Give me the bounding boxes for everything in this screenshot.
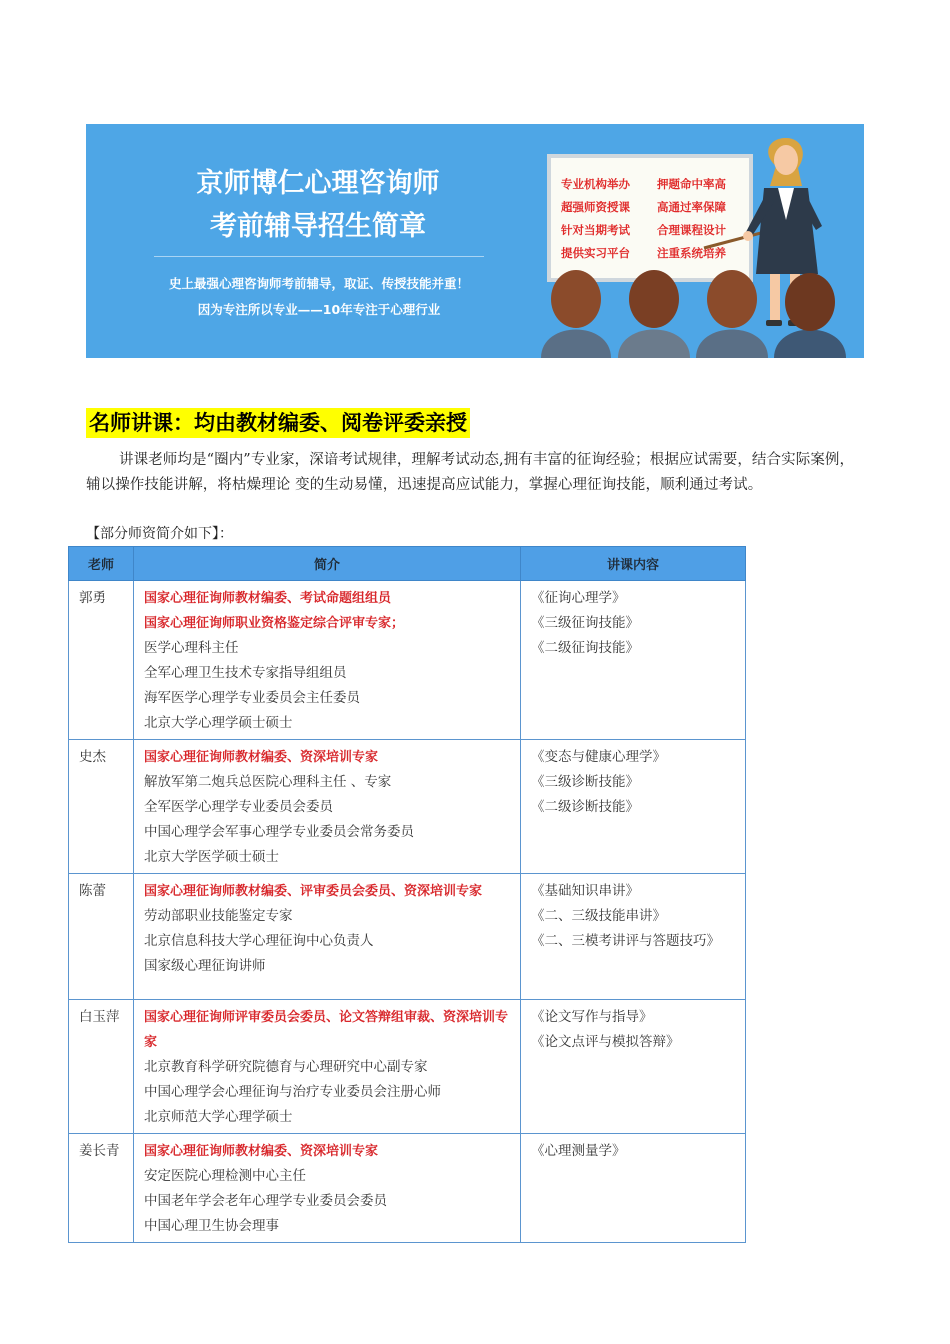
audience-4 xyxy=(774,273,846,358)
teacher-presentation-illustration xyxy=(86,124,864,358)
banner-title-line1: 京师博仁心理咨询师 xyxy=(196,168,440,199)
teacher-profile xyxy=(134,874,521,1000)
course-item: 《论文写作与指导》 xyxy=(531,1009,653,1025)
banner xyxy=(86,124,864,358)
profile-detail: 北京师范大学心理学硕士 xyxy=(144,1109,293,1125)
profile-highlight: 国家心理征询师教材编委、考试命题组组员 xyxy=(144,591,392,606)
profile-detail: 国家级心理征询讲师 xyxy=(144,958,266,974)
table-row xyxy=(69,740,746,874)
faculty-table-body xyxy=(69,581,746,1243)
course-item: 《二级诊断技能》 xyxy=(531,799,639,815)
whiteboard-item: 超强师资授课 xyxy=(561,200,630,214)
banner-subtitle-2: 因为专注所以专业——10年专注于心理行业 xyxy=(197,302,441,317)
teacher-name: 陈蕾 xyxy=(69,874,134,1000)
course-item: 《二级征询技能》 xyxy=(531,640,639,656)
profile-highlight: 国家心理征询师教材编委、资深培训专家 xyxy=(144,1144,379,1159)
teacher-courses xyxy=(521,740,746,874)
table-row xyxy=(69,581,746,740)
teacher-name: 郭勇 xyxy=(69,581,134,740)
profile-detail: 中国心理卫生协会理事 xyxy=(144,1218,279,1234)
profile-detail: 北京大学心理学硕士硕士 xyxy=(144,715,293,731)
whiteboard-item: 提供实习平台 xyxy=(561,246,630,260)
course-item: 《变态与健康心理学》 xyxy=(531,749,666,765)
table-row xyxy=(69,1134,746,1243)
profile-detail: 全军医学心理学专业委员会委员 xyxy=(144,799,333,815)
whiteboard-item: 注重系统培养 xyxy=(657,246,726,260)
profile-detail: 医学心理科主任 xyxy=(144,640,239,656)
profile-detail: 中国老年学会老年心理学专业委员会委员 xyxy=(144,1193,387,1209)
course-item: 《三级征询技能》 xyxy=(531,615,639,631)
course-item: 《征询心理学》 xyxy=(531,590,626,606)
teacher-name: 姜长青 xyxy=(69,1134,134,1243)
faculty-list-caption: 【部分师资简介如下】： xyxy=(86,526,233,542)
teacher-courses xyxy=(521,581,746,740)
profile-detail: 全军心理卫生技术专家指导组组员 xyxy=(144,665,347,681)
teacher-profile xyxy=(134,1134,521,1243)
profile-highlight: 国家心理征询师职业资格鉴定综合评审专家； xyxy=(144,616,405,631)
teacher-courses xyxy=(521,1000,746,1134)
whiteboard-item: 高通过率保障 xyxy=(657,200,726,214)
header-courses: 讲课内容 xyxy=(521,547,746,581)
profile-detail: 劳动部职业技能鉴定专家 xyxy=(144,908,293,924)
audience-1 xyxy=(541,270,611,358)
whiteboard-item: 押题命中率高 xyxy=(657,177,726,191)
table-header-row xyxy=(69,547,746,581)
course-item: 《基础知识串讲》 xyxy=(531,883,639,899)
teacher-profile xyxy=(134,581,521,740)
profile-detail: 解放军第二炮兵总医院心理科主任 、专家 xyxy=(144,774,392,790)
profile-detail: 海军医学心理学专业委员会主任委员 xyxy=(144,690,360,706)
faculty-table xyxy=(68,546,746,1243)
audience-2 xyxy=(618,270,690,358)
course-item: 《二、三模考讲评与答题技巧》 xyxy=(531,933,720,949)
course-item: 《三级诊断技能》 xyxy=(531,774,639,790)
profile-highlight: 国家心理征询师评审委员会委员、论文答辩组审裁、资深培训专家 xyxy=(144,1010,509,1050)
teacher-courses xyxy=(521,874,746,1000)
profile-detail: 北京教育科学研究院德育与心理研究中心副专家 xyxy=(144,1059,428,1075)
intro-paragraph: 讲课老师均是“圈内”专业家，深谙考试规律，理解考试动态,拥有丰富的征询经验；根据应试需要，结合实际案例，辅以操作技能讲解，将枯燥理论 变的生动易懂，迅速提高应试能力，掌握心理征询技能，顺利通过考试。 xyxy=(86,452,855,493)
whiteboard-item: 专业机构举办 xyxy=(561,177,630,191)
profile-detail: 北京大学医学硕士硕士 xyxy=(144,849,279,865)
banner-title-line2: 考前辅导招生简章 xyxy=(210,211,426,242)
profile-highlight: 国家心理征询师教材编委、资深培训专家 xyxy=(144,750,379,765)
header-teacher: 老师 xyxy=(69,547,134,581)
profile-detail: 中国心理学会军事心理学专业委员会常务委员 xyxy=(144,824,414,840)
profile-detail: 安定医院心理检测中心主任 xyxy=(144,1168,306,1184)
section-title: 名师讲课：均由教材编委、阅卷评委亲授 xyxy=(86,408,470,438)
course-item: 《心理测量学》 xyxy=(531,1143,626,1159)
profile-detail: 中国心理学会心理征询与治疗专业委员会注册心师 xyxy=(144,1084,441,1100)
audience-3 xyxy=(696,270,768,358)
profile-highlight: 国家心理征询师教材编委、评审委员会委员、资深培训专家 xyxy=(144,884,483,899)
banner-subtitle-1: 史上最强心理咨询师考前辅导，取证、传授技能并重！ xyxy=(168,276,469,291)
teacher-name: 白玉萍 xyxy=(69,1000,134,1134)
whiteboard-item: 针对当期考试 xyxy=(561,223,630,237)
course-item: 《论文点评与模拟答辩》 xyxy=(531,1034,680,1050)
teacher-profile xyxy=(134,740,521,874)
table-row xyxy=(69,874,746,1000)
header-profile: 简介 xyxy=(134,547,521,581)
whiteboard-item: 合理课程设计 xyxy=(657,223,726,237)
teacher-courses xyxy=(521,1134,746,1243)
profile-detail: 北京信息科技大学心理征询中心负责人 xyxy=(144,933,374,949)
teacher-profile xyxy=(134,1000,521,1134)
table-row xyxy=(69,1000,746,1134)
teacher-name: 史杰 xyxy=(69,740,134,874)
course-item: 《二、三级技能串讲》 xyxy=(531,908,666,924)
